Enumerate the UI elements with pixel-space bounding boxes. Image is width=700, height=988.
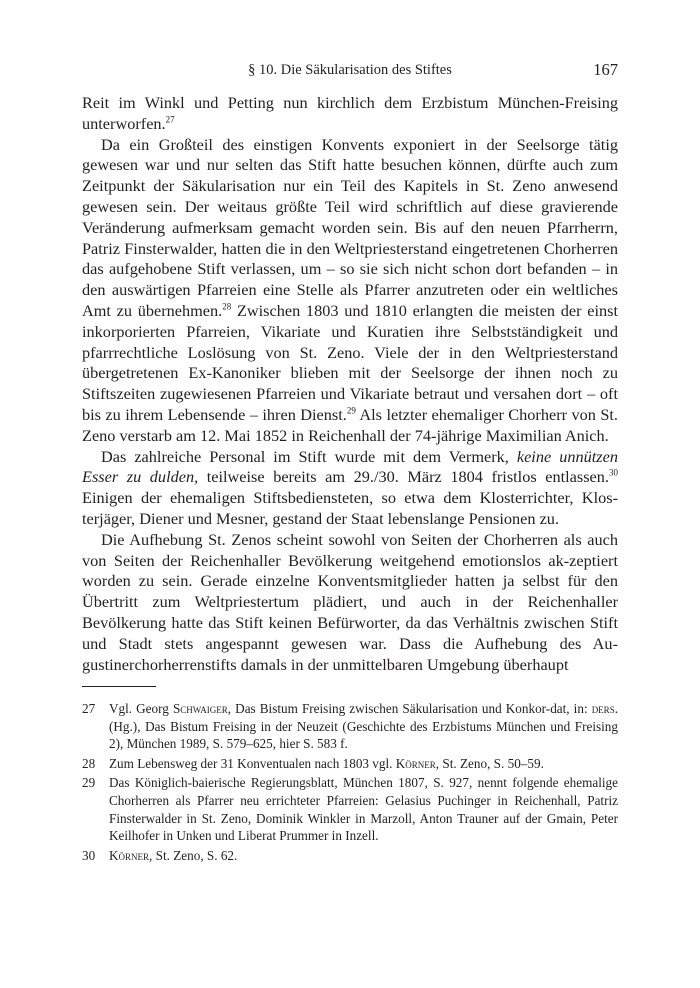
paragraph-text: Einigen der ehemaligen Stiftsbediensteten, so etwa dem Klosterrichter, Klos-terjäger, Diener und Mesner, gestand der Staat lebenslange Pensionen zu.	[82, 488, 618, 528]
footnote-text: Zum Lebensweg der 31 Konventualen nach 1803 vgl.	[109, 755, 396, 771]
footnote-ref: 29	[346, 405, 356, 416]
paragraph	[82, 530, 618, 676]
footnote	[82, 755, 618, 773]
footnote-number: 28	[82, 755, 96, 771]
running-header	[82, 60, 618, 82]
paragraph-text: Als letzter ehemaliger Chorherr von St. Zeno verstarb am 12. Mai 1852 in Reichenhall der 74-jährige Maximilian Anich.	[82, 404, 618, 445]
footnote-text: Das Königlich-baierische Regierungsblatt, München 1807, S. 927, nennt folgende ehemalige Chorherren als Pfarrer neu errichteter Pfarreien: Gelasius Puchinger in Reichenhall, Patriz Finsterwalder in St. Zeno, Dominik Winkler in Marzoll, Anton Trauner auf der Gmain, Peter Keilhofer in Unken und Liberat Prummer in Inzell.	[109, 775, 618, 844]
footnote	[82, 700, 618, 753]
paragraph-text: Zwischen 1803 und 1810 erlangten die meisten der einst inkorporierten Pfarreien, Vikariate und Kuratien ihre Selbstständigkeit und pfarrrechtliche Loslösung von St. Zeno. Viele der in den Weltpriesterstand übergetretenen Ex-Kanoniker blieben mit der Seelsorge der ihnen noch zu Stiftszeiten zugewiesenen Pfarreien und Vikariate betraut und versahen dort – oft bis zu ihrem Lebensende – ihren Dienst.	[82, 300, 618, 424]
footnote-text: , Das Bistum Freising zwischen Säkularisation und Konkor-dat, in:	[227, 701, 592, 716]
footnote-text: (Hg.), Das Bistum Freising in der Neuzeit (Geschichte des Erzbistums München und Freising 2), München 1989, S. 579–625, hier S. 583 f.	[109, 718, 618, 752]
footnote-ref: 30	[609, 467, 618, 478]
page-number: 167	[593, 60, 618, 79]
footnote-number: 30	[82, 847, 96, 863]
author-name: Schwaiger	[172, 701, 228, 716]
footnote-ref: 28	[222, 301, 232, 312]
main-text	[82, 93, 618, 675]
paragraph	[82, 135, 618, 447]
paragraph-text: Das zahlreiche Personal im Stift wurde mit dem Vermerk,	[101, 446, 517, 466]
footnotes	[82, 700, 618, 866]
paragraph	[82, 93, 618, 135]
paragraph	[82, 447, 618, 530]
paragraph-text: Reit im Winkl und Petting nun kirchlich dem Erzbistum München-Freising unterworfen.	[82, 93, 618, 133]
footnote-number: 27	[82, 701, 96, 716]
footnote-divider	[82, 686, 156, 687]
footnote-ref: 27	[165, 114, 175, 125]
author-name: Körner	[109, 847, 150, 863]
paragraph-text: Da ein Großteil des einstigen Konvents exponiert in der Seelsorge tätig gewesen war und nur selten das Stift hatte besuchen können, dürfte auch zum Zeitpunkt der Säkularisation nur ein Teil des Kapitels in St. Zeno anwesend gewesen sein. Der weitaus größte Teil wird schriftlich auf diese gravierende Veränderung aufmerksam gemacht worden sein. Bis auf den neuen Pfarrherrn, Patriz Finsterwalder, hatten die in den Weltpriesterstand eingetretenen Chorherren das aufgehobene Stift verlassen, um – so sie sich nicht schon dort befanden – in den auswärtigen Pfarreien eine Stelle als Pfarrer anzutreten oder ein weltliches Amt zu übernehmen.	[82, 134, 618, 320]
running-title: § 10. Die Säkularisation des Stiftes	[248, 62, 452, 78]
footnote-text: , St. Zeno, S. 62.	[149, 847, 238, 863]
footnote-number: 29	[82, 775, 96, 791]
author-name: Körner	[395, 755, 436, 771]
author-name: ders.	[591, 701, 618, 716]
footnote-text: Vgl. Georg	[109, 701, 173, 716]
footnote	[82, 847, 618, 865]
footnote	[82, 774, 618, 844]
paragraph-text: Die Aufhebung St. Zenos scheint sowohl von Seiten der Chorherren als auch von Seiten der Reichenhaller Bevölkerung weitgehend emotionslos ak-zeptiert worden zu sein. Gerade einzelne Konventsmitglieder hatten ja selbst für den Übertritt zum Weltpriestertum plädiert, und auch in der Reichenhaller Bevölkerung hatte das Stift keinen Befürworter, da das Verhältnis zwischen Stift und Stadt stets angespannt gewesen war. Dass die Aufhebung des Au-gustinerchorherrenstifts damals in der unmittelbaren Umgebung überhaupt	[82, 529, 618, 674]
paragraph-text: teilweise bereits am 29./30. März 1804 fristlos entlassen.	[198, 467, 609, 487]
italic-quote: keine unnützen Esser zu dulden,	[82, 446, 619, 487]
footnote-text: , St. Zeno, S. 50–59.	[435, 755, 544, 771]
